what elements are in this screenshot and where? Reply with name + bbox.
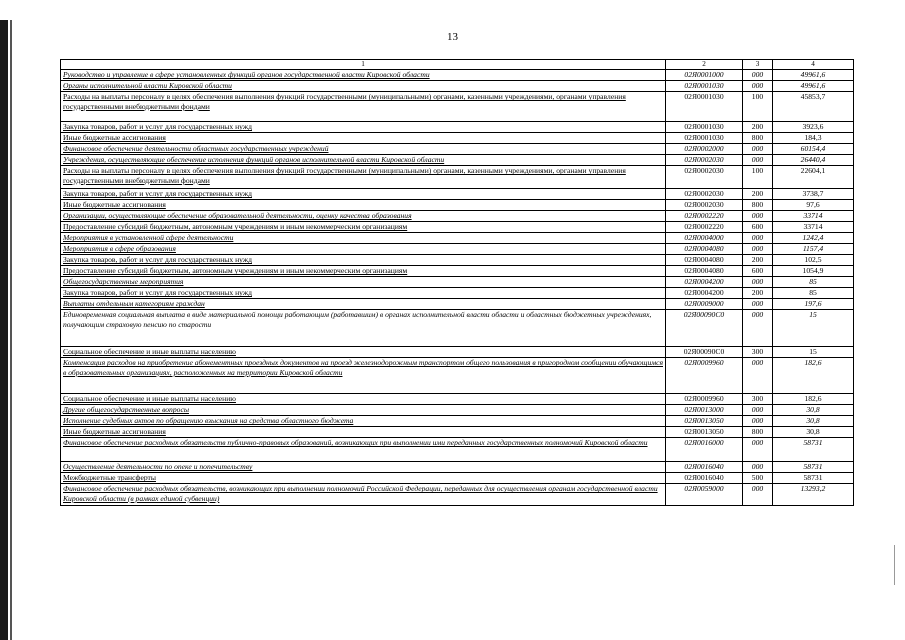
row-type: 000: [743, 358, 773, 394]
row-name: Закупка товаров, работ и услуг для государственных нужд: [61, 122, 666, 133]
row-type: 600: [743, 266, 773, 277]
row-type: 600: [743, 222, 773, 233]
row-amount: 30,8: [773, 405, 854, 416]
row-name: Закупка товаров, работ и услуг для государственных нужд: [61, 189, 666, 200]
row-name: Единовременная социальная выплата в виде материальной помощи работающим (работавшим) в органах исполнительной власти области и областных бюджетных учреждениях, получающим страховую пенсию по старости: [61, 310, 666, 347]
row-code: 02Я0002220: [666, 222, 743, 233]
row-name: Закупка товаров, работ и услуг для государственных нужд: [61, 288, 666, 299]
header-col-4: 4: [773, 60, 854, 70]
binding-bar: [0, 20, 8, 640]
row-code: 02Я0002030: [666, 189, 743, 200]
table-row: [61, 222, 854, 233]
row-amount: 22604,1: [773, 166, 854, 189]
table-row: [61, 416, 854, 427]
row-type: 000: [743, 299, 773, 310]
row-type: 800: [743, 133, 773, 144]
row-type: 000: [743, 484, 773, 506]
table-row: [61, 81, 854, 92]
row-code: 02Я0004000: [666, 233, 743, 244]
table-row: [61, 155, 854, 166]
row-type: 500: [743, 473, 773, 484]
row-code: 02Я00090С0: [666, 310, 743, 347]
row-name: Финансовое обеспечение деятельности областных государственных учреждений: [61, 144, 666, 155]
row-amount: 13293,2: [773, 484, 854, 506]
row-amount: 85: [773, 277, 854, 288]
row-name: Иные бюджетные ассигнования: [61, 427, 666, 438]
row-code: 02Я0001030: [666, 92, 743, 122]
row-amount: 197,6: [773, 299, 854, 310]
row-amount: 182,6: [773, 394, 854, 405]
row-code: 02Я0001030: [666, 133, 743, 144]
header-col-1: 1: [61, 60, 666, 70]
header-col-2: 2: [666, 60, 743, 70]
table-row: [61, 310, 854, 347]
row-name: Руководство и управление в сфере установленных функций органов государственной власти Кировской области: [61, 70, 666, 81]
row-amount: 49961,6: [773, 70, 854, 81]
row-name: Мероприятия в установленной сфере деятельности: [61, 233, 666, 244]
row-type: 800: [743, 200, 773, 211]
row-code: 02Я0002000: [666, 144, 743, 155]
row-name: Социальное обеспечение и иные выплаты населению: [61, 394, 666, 405]
table-row: [61, 244, 854, 255]
row-code: 02Я0009960: [666, 358, 743, 394]
row-name: Иные бюджетные ассигнования: [61, 200, 666, 211]
row-code: 02Я0059000: [666, 484, 743, 506]
table-row: [61, 358, 854, 394]
row-name: Предоставление субсидий бюджетным, автономным учреждениям и иным некоммерческим организациям: [61, 222, 666, 233]
row-code: 02Я0004080: [666, 244, 743, 255]
row-amount: 1157,4: [773, 244, 854, 255]
row-type: 000: [743, 438, 773, 462]
table-row: [61, 462, 854, 473]
row-name: Компенсация расходов на приобретение абонементных проездных документов на проезд железнодорожным транспортом общего пользования в пригородном сообщении обучающимся в образовательных организациях, расположенных на территории Кировской области: [61, 358, 666, 394]
row-type: 100: [743, 166, 773, 189]
row-name: Предоставление субсидий бюджетным, автономным учреждениям и иным некоммерческим организациям: [61, 266, 666, 277]
row-code: 02Я0002030: [666, 166, 743, 189]
row-amount: 45853,7: [773, 92, 854, 122]
row-name: Закупка товаров, работ и услуг для государственных нужд: [61, 255, 666, 266]
row-amount: 33714: [773, 222, 854, 233]
row-code: 02Я0016040: [666, 462, 743, 473]
row-type: 200: [743, 255, 773, 266]
row-name: Органы исполнительной власти Кировской области: [61, 81, 666, 92]
row-amount: 33714: [773, 211, 854, 222]
row-name: Расходы на выплаты персоналу в целях обеспечения выполнения функций государственными (муниципальными) органами, казенными учреждениями, органами управления государственными внебюджетными фондами: [61, 166, 666, 189]
row-name: Финансовое обеспечение расходных обязательств публично-правовых образований, возникающих при выполнении ими переданных государственных полномочий Кировской области: [61, 438, 666, 462]
scan-edge-mark: [894, 545, 895, 585]
row-type: 000: [743, 277, 773, 288]
binding-bar-line: [10, 20, 12, 640]
row-code: 02Я0004200: [666, 277, 743, 288]
row-type: 300: [743, 347, 773, 358]
row-type: 000: [743, 416, 773, 427]
row-type: 000: [743, 233, 773, 244]
row-amount: 15: [773, 310, 854, 347]
row-amount: 3923,6: [773, 122, 854, 133]
row-type: 800: [743, 427, 773, 438]
row-amount: 182,6: [773, 358, 854, 394]
table-row: [61, 484, 854, 506]
budget-table: [60, 59, 854, 506]
row-amount: 58731: [773, 438, 854, 462]
row-type: 200: [743, 288, 773, 299]
row-name: Финансовое обеспечение расходных обязательств, возникающих при выполнении полномочий Российской Федерации, переданных для осуществления органам государственной власти Кировской области (в рамках единой субвенции): [61, 484, 666, 506]
row-code: 02Я0013050: [666, 416, 743, 427]
table-row: [61, 92, 854, 122]
row-code: 02Я0001000: [666, 70, 743, 81]
table-row: [61, 438, 854, 462]
row-amount: 102,5: [773, 255, 854, 266]
table-row: [61, 144, 854, 155]
table-row: [61, 189, 854, 200]
row-name: Организации, осуществляющие обеспечение образовательной деятельности, оценку качества образования: [61, 211, 666, 222]
row-name: Другие общегосударственные вопросы: [61, 405, 666, 416]
row-amount: 3738,7: [773, 189, 854, 200]
row-amount: 97,6: [773, 200, 854, 211]
row-amount: 26440,4: [773, 155, 854, 166]
row-amount: 85: [773, 288, 854, 299]
row-type: 300: [743, 394, 773, 405]
row-amount: 49961,6: [773, 81, 854, 92]
table-row: [61, 405, 854, 416]
row-type: 000: [743, 70, 773, 81]
row-type: 000: [743, 405, 773, 416]
row-name: Межбюджетные трансферты: [61, 473, 666, 484]
table-row: [61, 122, 854, 133]
row-name: Осуществление деятельности по опеке и попечительству: [61, 462, 666, 473]
table-row: [61, 299, 854, 310]
row-amount: 60154,4: [773, 144, 854, 155]
table-row: [61, 427, 854, 438]
row-name: Общегосударственные мероприятия: [61, 277, 666, 288]
table-row: [61, 473, 854, 484]
row-name: Мероприятия в сфере образования: [61, 244, 666, 255]
row-name: Расходы на выплаты персоналу в целях обеспечения выполнения функций государственными (муниципальными) органами, казенными учреждениями, органами управления государственными внебюджетными фондами: [61, 92, 666, 122]
row-code: 02Я0013050: [666, 427, 743, 438]
table-row: [61, 70, 854, 81]
row-type: 000: [743, 81, 773, 92]
row-amount: 58731: [773, 473, 854, 484]
row-amount: 30,8: [773, 416, 854, 427]
row-type: 100: [743, 92, 773, 122]
page-number: 13: [447, 31, 458, 43]
header-col-3: 3: [743, 60, 773, 70]
row-name: Исполнение судебных актов по обращению взыскания на средства областного бюджета: [61, 416, 666, 427]
table-row: [61, 255, 854, 266]
row-type: 000: [743, 155, 773, 166]
row-type: 000: [743, 310, 773, 347]
row-name: Учреждения, осуществляющие обеспечение исполнения функций органов исполнительной власти Кировской области: [61, 155, 666, 166]
table-row: [61, 277, 854, 288]
row-code: 02Я0001030: [666, 122, 743, 133]
row-amount: 1054,9: [773, 266, 854, 277]
row-name: Иные бюджетные ассигнования: [61, 133, 666, 144]
table-row: [61, 347, 854, 358]
row-code: 02Я0004080: [666, 266, 743, 277]
row-type: 000: [743, 144, 773, 155]
row-amount: 30,8: [773, 427, 854, 438]
table-header-row: [61, 60, 854, 70]
row-code: 02Я0013000: [666, 405, 743, 416]
row-name: Выплаты отдельным категориям граждан: [61, 299, 666, 310]
table-row: [61, 211, 854, 222]
row-amount: 184,3: [773, 133, 854, 144]
row-code: 02Я0016000: [666, 438, 743, 462]
table-row: [61, 166, 854, 189]
row-code: 02Я0002030: [666, 200, 743, 211]
table-row: [61, 288, 854, 299]
row-code: 02Я0002220: [666, 211, 743, 222]
row-amount: 58731: [773, 462, 854, 473]
row-type: 000: [743, 211, 773, 222]
row-type: 200: [743, 122, 773, 133]
row-type: 000: [743, 462, 773, 473]
row-code: 02Я0009000: [666, 299, 743, 310]
row-amount: 15: [773, 347, 854, 358]
table-row: [61, 233, 854, 244]
table-row: [61, 266, 854, 277]
row-code: 02Я00090С0: [666, 347, 743, 358]
row-code: 02Я0004200: [666, 288, 743, 299]
row-code: 02Я0001030: [666, 81, 743, 92]
row-code: 02Я0009960: [666, 394, 743, 405]
row-type: 000: [743, 244, 773, 255]
row-type: 200: [743, 189, 773, 200]
table-row: [61, 200, 854, 211]
table-row: [61, 394, 854, 405]
row-name: Социальное обеспечение и иные выплаты населению: [61, 347, 666, 358]
row-code: 02Я0004080: [666, 255, 743, 266]
table-row: [61, 133, 854, 144]
row-code: 02Я0002030: [666, 155, 743, 166]
row-amount: 1242,4: [773, 233, 854, 244]
row-code: 02Я0016040: [666, 473, 743, 484]
